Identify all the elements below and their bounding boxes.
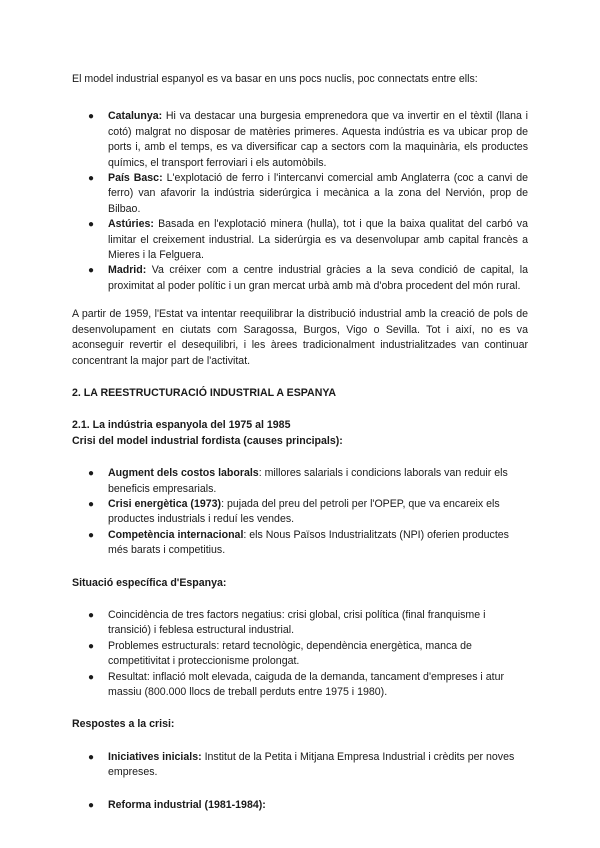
list-item — [72, 670, 528, 701]
crisis-title: Crisi del model industrial fordista (causes principals): — [72, 434, 343, 447]
item-term: Astúries: — [108, 218, 154, 231]
bullet-icon: ● — [88, 529, 95, 541]
item-term: Augment dels costos laborals — [108, 467, 259, 480]
item-term: Catalunya: — [108, 110, 163, 123]
bullet-icon: ● — [88, 111, 95, 123]
list-item — [72, 497, 528, 528]
causes-list — [72, 466, 528, 558]
item-text: : pujada del preu del petroli per l'OPEP, que va encareix els productes industrials i reduí les vendes. — [108, 497, 500, 526]
responses-list — [72, 750, 528, 781]
item-text: : millores salarials i condicions laborals van reduir els beneficis empresarials. — [108, 467, 508, 495]
list-item — [72, 750, 528, 781]
item-text: Hi va destacar una burgesia emprenedora que va invertir en el tèxtil (llana i cotó) malgrat no disposar de matèries primeres. Aquesta indústria es va ubicar prop de ports i, amb el temps, es va diversificar cap a sectors com la maquinària, els productes químics, el transport ferroviari i els automòbils. — [108, 110, 528, 169]
list-item — [72, 639, 528, 670]
paragraph-1959: A partir de 1959, l'Estat va intentar reequilibrar la distribució industrial amb la creació de pols de desenvolupament en ciutats com Saragossa, Burgos, Vigo o Sevilla. Tot i així, no es va aconseguir revertir el desequilibri, i les àrees tradicionalment industrialitzades van continuar concentrant la major part de l'activitat. — [72, 308, 528, 367]
list-item — [72, 109, 528, 171]
bullet-icon: ● — [88, 640, 95, 652]
item-term: Iniciatives inicials: — [108, 750, 202, 763]
intro-paragraph: El model industrial espanyol es va basar en uns pocs nuclis, poc connectats entre ells: — [72, 73, 478, 85]
item-text: : els Nous Països Industrialitzats (NPI) oferien productes més barats i competitius. — [108, 528, 509, 557]
list-item — [72, 217, 528, 263]
item-text: Problemes estructurals: retard tecnològic, dependència energètica, manca de competitivitat i proteccionisme prolongat. — [108, 639, 472, 668]
bullet-icon: ● — [88, 751, 95, 763]
bullet-icon: ● — [88, 173, 95, 185]
item-term: Madrid: — [108, 264, 147, 277]
industrial-nuclei-list — [72, 109, 528, 294]
item-text: Institut de la Petita i Mitjana Empresa Industrial i crèdits per noves empreses. — [108, 750, 515, 779]
bullet-icon: ● — [88, 468, 95, 480]
item-term: País Basc: — [108, 172, 163, 185]
list-item — [72, 466, 528, 497]
spain-list — [72, 608, 528, 700]
bullet-icon: ● — [88, 799, 95, 811]
item-text: Basada en l'explotació minera (hulla), tot i que la baixa qualitat del carbó va limitar el creixement industrial. La siderúrgia es va desenvolupar amb capital francès a Mieres i la Felguera. — [108, 218, 528, 262]
section-title: 2. LA REESTRUCTURACIÓ INDUSTRIAL A ESPANYA — [72, 386, 337, 399]
spain-title: Situació específica d'Espanya: — [72, 576, 227, 589]
item-text: Va créixer com a centre industrial gràcies a la seva condició de capital, la proximitat al poder polític i un gran mercat urbà amb mà d'obra procedent del món rural. — [108, 264, 528, 292]
item-text: Resultat: inflació molt elevada, caiguda de la demanda, tancament d'empreses i atur massiu (800.000 llocs de treball perduts entre 1975 i 1980). — [108, 670, 504, 698]
list-item — [72, 798, 528, 813]
list-item — [72, 171, 528, 217]
document-page — [72, 72, 528, 813]
bullet-icon: ● — [88, 609, 95, 621]
bullet-icon: ● — [88, 265, 95, 277]
responses-list-2 — [72, 798, 528, 813]
item-text: Coincidència de tres factors negatius: crisi global, crisi política (final franquisme i transició) i feblesa estructural industrial. — [108, 608, 486, 637]
subsection-title: 2.1. La indústria espanyola del 1975 al 1985 — [72, 419, 291, 432]
list-item — [72, 528, 528, 559]
list-item — [72, 263, 528, 294]
item-text: L'explotació de ferro i l'intercanvi comercial amb Anglaterra (coc a canvi de ferro) van afavorir la indústria siderúrgica i mecànica a la zona del Nervión, prop de Bilbao. — [108, 172, 528, 215]
responses-title: Respostes a la crisi: — [72, 718, 175, 731]
item-term: Competència internacional — [108, 528, 244, 541]
bullet-icon: ● — [88, 498, 95, 510]
item-term: Crisi energètica (1973) — [108, 497, 222, 510]
list-item — [72, 608, 528, 639]
bullet-icon: ● — [88, 219, 95, 231]
item-term: Reforma industrial (1981-1984): — [108, 798, 266, 811]
bullet-icon: ● — [88, 671, 95, 683]
